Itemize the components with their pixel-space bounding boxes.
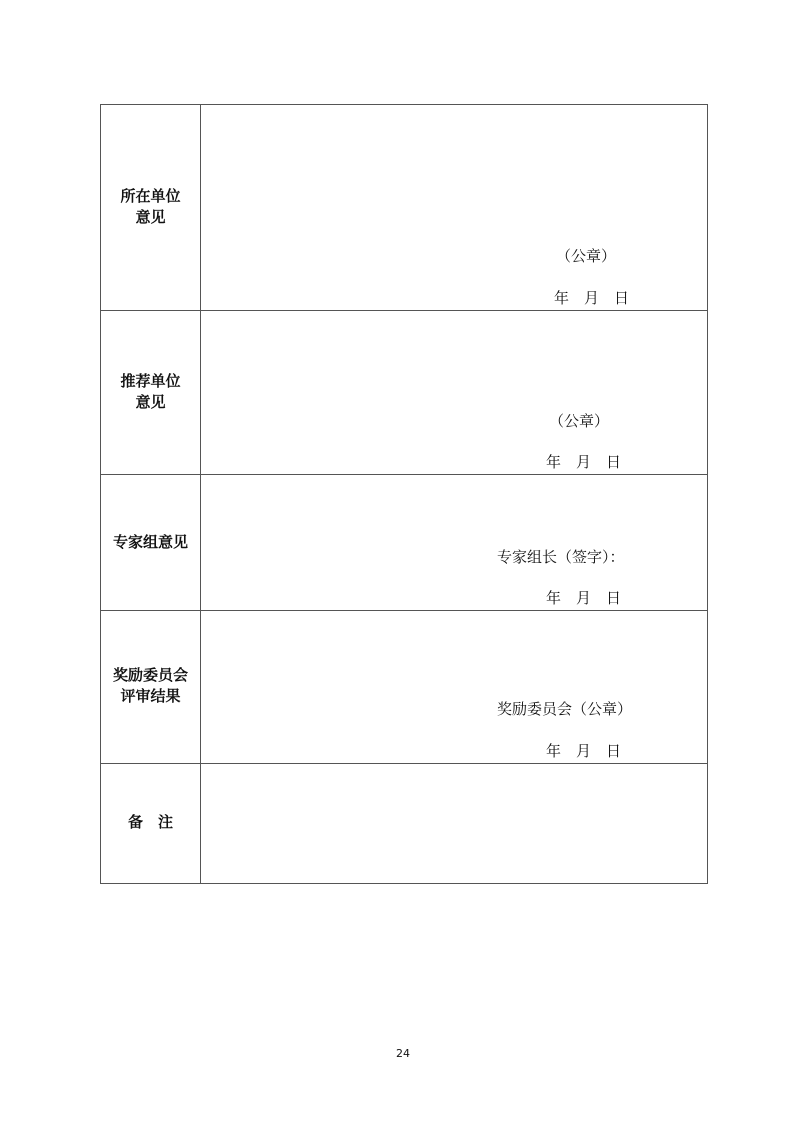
label-unit-opinion <box>101 186 200 228</box>
date-text: 年 月 日 <box>546 742 622 760</box>
signature-text: 专家组长（签字）： <box>497 548 625 566</box>
row-divider <box>100 310 708 311</box>
label-line: 意见 <box>135 393 166 411</box>
label-line: 专家组意见 <box>112 533 188 551</box>
label-line: 备 注 <box>127 813 173 831</box>
label-line: 意见 <box>135 208 166 226</box>
row-divider <box>100 474 708 475</box>
row-divider <box>100 610 708 611</box>
label-line: 奖励委员会 <box>112 666 188 684</box>
date-text: 年 月 日 <box>554 289 630 307</box>
label-remarks <box>101 812 200 833</box>
date-text: 年 月 日 <box>546 589 622 607</box>
label-line: 推荐单位 <box>120 372 181 390</box>
label-expert-opinion <box>101 532 200 553</box>
seal-text: （公章） <box>556 247 617 265</box>
table-border-bottom <box>100 883 708 884</box>
date-text: 年 月 日 <box>546 453 622 471</box>
label-recommender-opinion <box>101 371 200 413</box>
seal-text: （公章） <box>549 412 610 430</box>
label-line: 评审结果 <box>120 687 181 705</box>
table-border-top <box>100 104 708 105</box>
label-committee-result <box>101 665 200 707</box>
seal-text: 奖励委员会（公章） <box>497 700 633 718</box>
page-number: 24 <box>396 1047 410 1060</box>
row-divider <box>100 763 708 764</box>
table-border-right <box>707 104 708 884</box>
column-divider <box>200 104 201 884</box>
label-line: 所在单位 <box>120 187 181 205</box>
